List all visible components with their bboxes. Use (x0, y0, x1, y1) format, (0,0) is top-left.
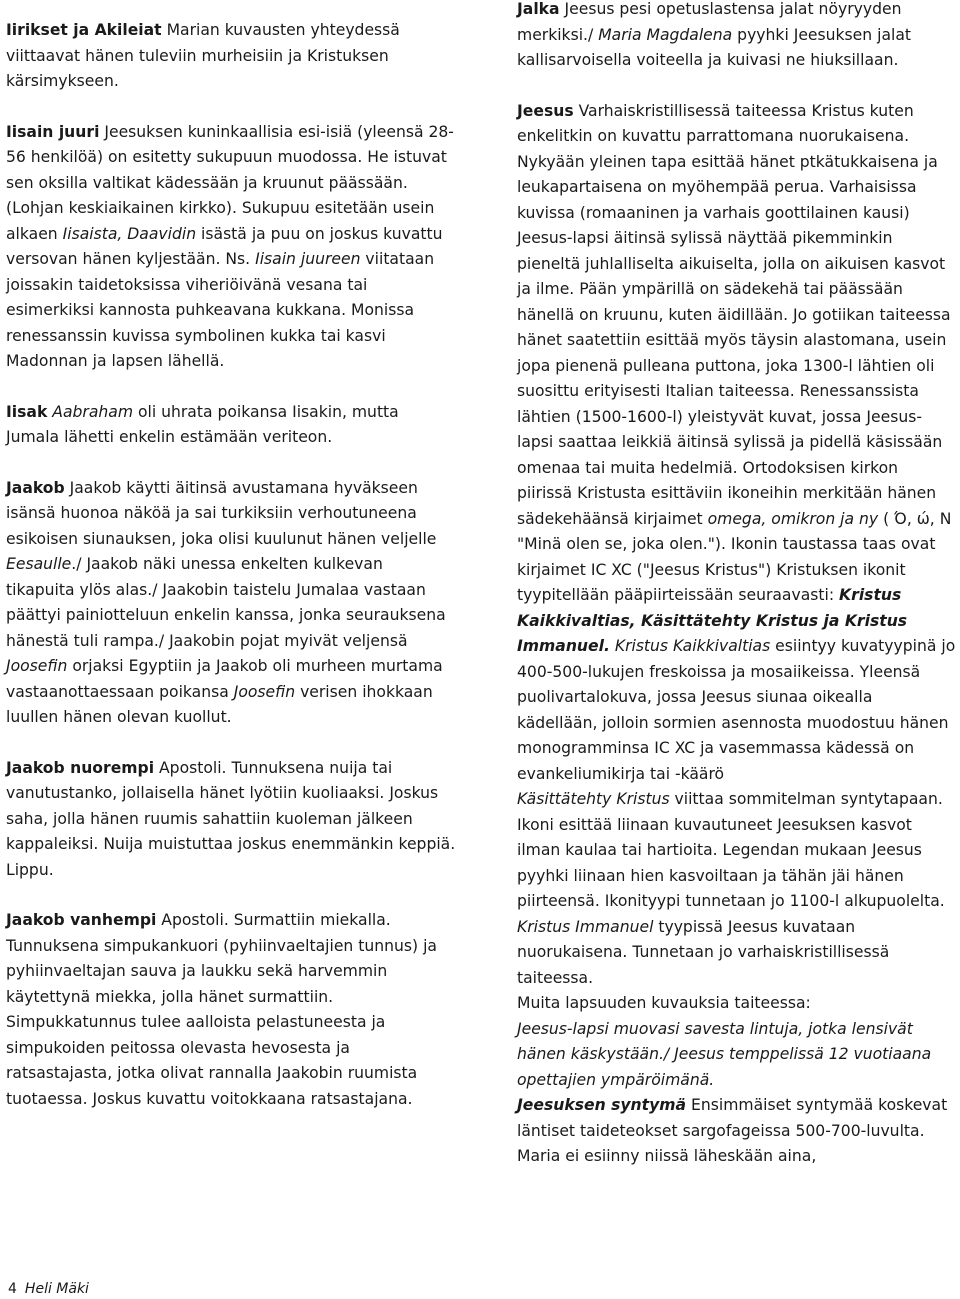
entry-italic: Aabraham (52, 402, 134, 421)
entry-kasittatehty (517, 787, 957, 915)
entry-italic: Iisain juureen (255, 250, 361, 268)
right-column (517, 0, 957, 1170)
entry-text: ( Ό, ώ, Ν "Minä olen se, joka olen."). Ikonin taustassa taas ovat kirjaimet IC XC ("Jeesus Kristus") Kristuksen ikonit tyypitellään pääpiirteissään seuraavasti: (517, 509, 952, 604)
entry-italic: Joosefin (6, 657, 68, 675)
entry-term: Iisak (6, 402, 48, 421)
entry-italic: Kristus Kaikkivaltias (614, 637, 771, 655)
left-column (6, 0, 456, 1112)
entry-text: Muita lapsuuden kuvauksia taiteessa: (517, 994, 811, 1012)
entry-jeesus (517, 99, 957, 788)
entry-text: Marian kuvausten yhteydessä viittaavat hänen tuleviin murheisiin ja Kristuksen kärsimykseen. (6, 21, 400, 90)
entry-term: Jaakob (6, 478, 65, 497)
entry-jeesuksen-syntyma (517, 1093, 957, 1170)
entry-text: viitataan joissakin taidetoksissa viheriöivänä vesana tai esimerkiksi kannosta puhkeavana kukkana. Monissa renessanssin kuvissa symbolinen kukka tai kasvi Madonnan ja lapsen lähellä. (6, 250, 435, 370)
entry-text: esiintyy kuvatyypinä jo 400-500-lukujen freskoissa ja mosaiikeissa. Yleensä puolivartalokuva, jossa Jeesus siunaa oikealla kädellään, jolloin sormien asennosta muodostuu hänen monogramminsa IC XC ja vasemmassa kädessä on evankeliumikirja tai -käärö (517, 637, 956, 783)
entry-italic: Iisaista, Daavidin (62, 224, 197, 243)
entry-text: verisen ihokkaan luullen hänen olevan kuollut. (6, 682, 433, 726)
entry-italic: Jeesus-lapsi muovasi savesta lintuja, jotka lensivät hänen käskystään./ Jeesus temppelissä 12 vuotiaana opettajien ympäröimänä. (517, 1019, 932, 1089)
entry-term: Iirikset ja Akileiat (6, 21, 162, 39)
page-number: 4 (8, 1281, 17, 1297)
entry-bold-italic: Kristus Kaikkivaltias, Käsittätehty Kristus ja Kristus Immanuel. (517, 586, 908, 655)
entry-immanuel (517, 915, 957, 992)
entry-jaakob (6, 476, 456, 731)
entry-text: Varhaiskristillisessä taiteessa Kristus kuten enkelitkin on kuvattu parrattomana nuorukaisena. Nykyään yleinen tapa esittää hänet ptkätukkaisena ja leukapartaisena on myöhempää perua. Varhaisissa kuvissa (romaaninen ja varhais goottilainen kausi) Jeesus-lapsi äitinsä sylissä näyttää pikemminkin pieneltä juhlalliselta aikuiselta, jolla on aikuisen kasvot ja ilme. Pään ympärillä on sädekehä tai päässään hänellä on kruunu, kuten äidillään. Jo gotiikan taiteessa hänet saatettiin esittää myös täysin alastomana, usein jopa pienenä pulleana puttona, joka 1300-l lähtien oli suosittu erityisesti Italian taiteessa. Renessanssista lähtien (1500-1600-l) yleistyvät kuvat, jossa Jeesus-lapsi saattaa leikkiä äitinsä sylissä ja pidellä käsissään omenaa tai muita hedelmiä. Ortodoksisen kirkon piirissä Kristusta esittäviin ikoneihin merkitään hänen sädekehäänsä kirjaimet (517, 101, 951, 528)
entry-bold-italic: Jeesuksen syntymä (517, 1096, 687, 1114)
entry-term: Jaakob vanhempi (6, 911, 157, 929)
entry-italic: Eesaulle (6, 555, 72, 573)
entry-iisain-juuri (6, 120, 456, 375)
entry-jaakob-vanhempi (6, 908, 456, 1112)
entry-italic: Käsittätehty Kristus (517, 790, 670, 808)
entry-term: Iisain juuri (6, 122, 100, 141)
entry-text: Jeesuksen kuninkaallisia esi-isiä (yleensä 28-56 henkilöä) on esitetty sukupuun muodossa. He istuvat sen oksilla valtikat kädessään ja kruunut päässään. (Lohjan keskiaikainen kirkko). Sukupuu esitetään usein alkaen (6, 122, 454, 243)
entry-italic: Joosefin (233, 682, 296, 701)
entry-text: pyyhki Jeesuksen jalat kallisarvoisella voiteella ja kuivasi ne hiuksillaan. (517, 25, 912, 69)
entry-iirikset (6, 18, 456, 95)
entry-italic: omega, omikron ja ny (707, 509, 879, 528)
entry-italic: Maria Magdalena (598, 25, 733, 44)
entry-text: isästä ja puu on joskus kuvattu versovan hänen kyljestään. Ns. (6, 224, 443, 268)
entry-text: Jeesus pesi opetuslastensa jalat nöyryyden merkiksi./ (517, 0, 902, 44)
entry-jaakob-nuorempi (6, 756, 456, 884)
entry-term: Jeesus (517, 101, 574, 120)
entry-muovasi (517, 1017, 957, 1094)
entry-jalka (517, 0, 957, 74)
entry-text: Ensimmäiset syntymää koskevat läntiset taideteokset sargofageissa 500-700-luvulta. Maria ei esiinny niissä läheskään aina, (517, 1096, 948, 1165)
entry-text: ./ Jaakob näki unessa enkelten kulkevan tikapuita ylös alas./ Jaakobin taistelu Jumalaa vastaan päättyi painiotteluun enkelin kanssa, jonka seurauksena hänestä tuli rampa./ Jaakobin pojat myivät veljensä (6, 555, 446, 650)
entry-text: Apostoli. Tunnuksena nuija tai vanutustanko, jollaisella hänet lyötiin kuoliaaksi. Joskus saha, jolla hänen ruumis sahattiin kuoleman jälkeen kappaleiksi. Nuija muistuttaa joskus enemmänkin keppiä. Lippu. (6, 758, 456, 879)
entry-muita (517, 991, 957, 1017)
entry-iisak (6, 400, 456, 451)
entry-text: tyypissä Jeesus kuvataan nuorukaisena. Tunnetaan jo varhaiskristillisessä taiteessa. (517, 917, 890, 987)
entry-text: orjaksi Egyptiin ja Jaakob oli murheen murtama vastaanottaessaan poikansa (6, 657, 443, 701)
entry-term: Jaakob nuorempi (6, 758, 155, 777)
entry-text: viittaa sommitelman syntytapaan. Ikoni esittää liinaan kuvautuneet Jeesuksen kasvot ilman kaulaa tai hartioita. Legendan mukaan Jeesus pyyhki liinaan hien kasvoiltaan ja tähän jäi hänen piirteensä. Ikonityypi tunnetaan jo 1100-l alkupuolelta. (517, 790, 945, 910)
entry-text: Apostoli. Surmattiin miekalla. Tunnuksena simpukankuori (pyhiinvaeltajien tunnus) ja pyhiinvaeltajan sauva ja laukku sekä harvemmin käytettynä miekka, jolla hänet surmattiin. Simpukkatunnus tulee aalloista pelastuneesta ja simpukoiden peitossa olevasta hevosesta ja ratsastajasta, jotka olivat rannalla Jaakobin ruumista tuotaessa. Joskus kuvattu voitokkaana ratsastajana. (6, 911, 437, 1108)
entry-text: Jaakob käytti äitinsä avustamana hyväkseen isänsä huonoa näköä ja sai turkiksiin verhoutuneena esikoisen siunauksen, joka olisi kuulunut hänen veljelle (6, 478, 437, 548)
entry-term: Jalka (517, 0, 560, 18)
entry-text: oli uhrata poikansa Iisakin, mutta Jumala lähetti enkelin estämään veriteon. (6, 402, 399, 446)
footer-author: Heli Mäki (24, 1281, 89, 1297)
page-footer (8, 1279, 89, 1299)
entry-italic: Kristus Immanuel (517, 917, 654, 936)
